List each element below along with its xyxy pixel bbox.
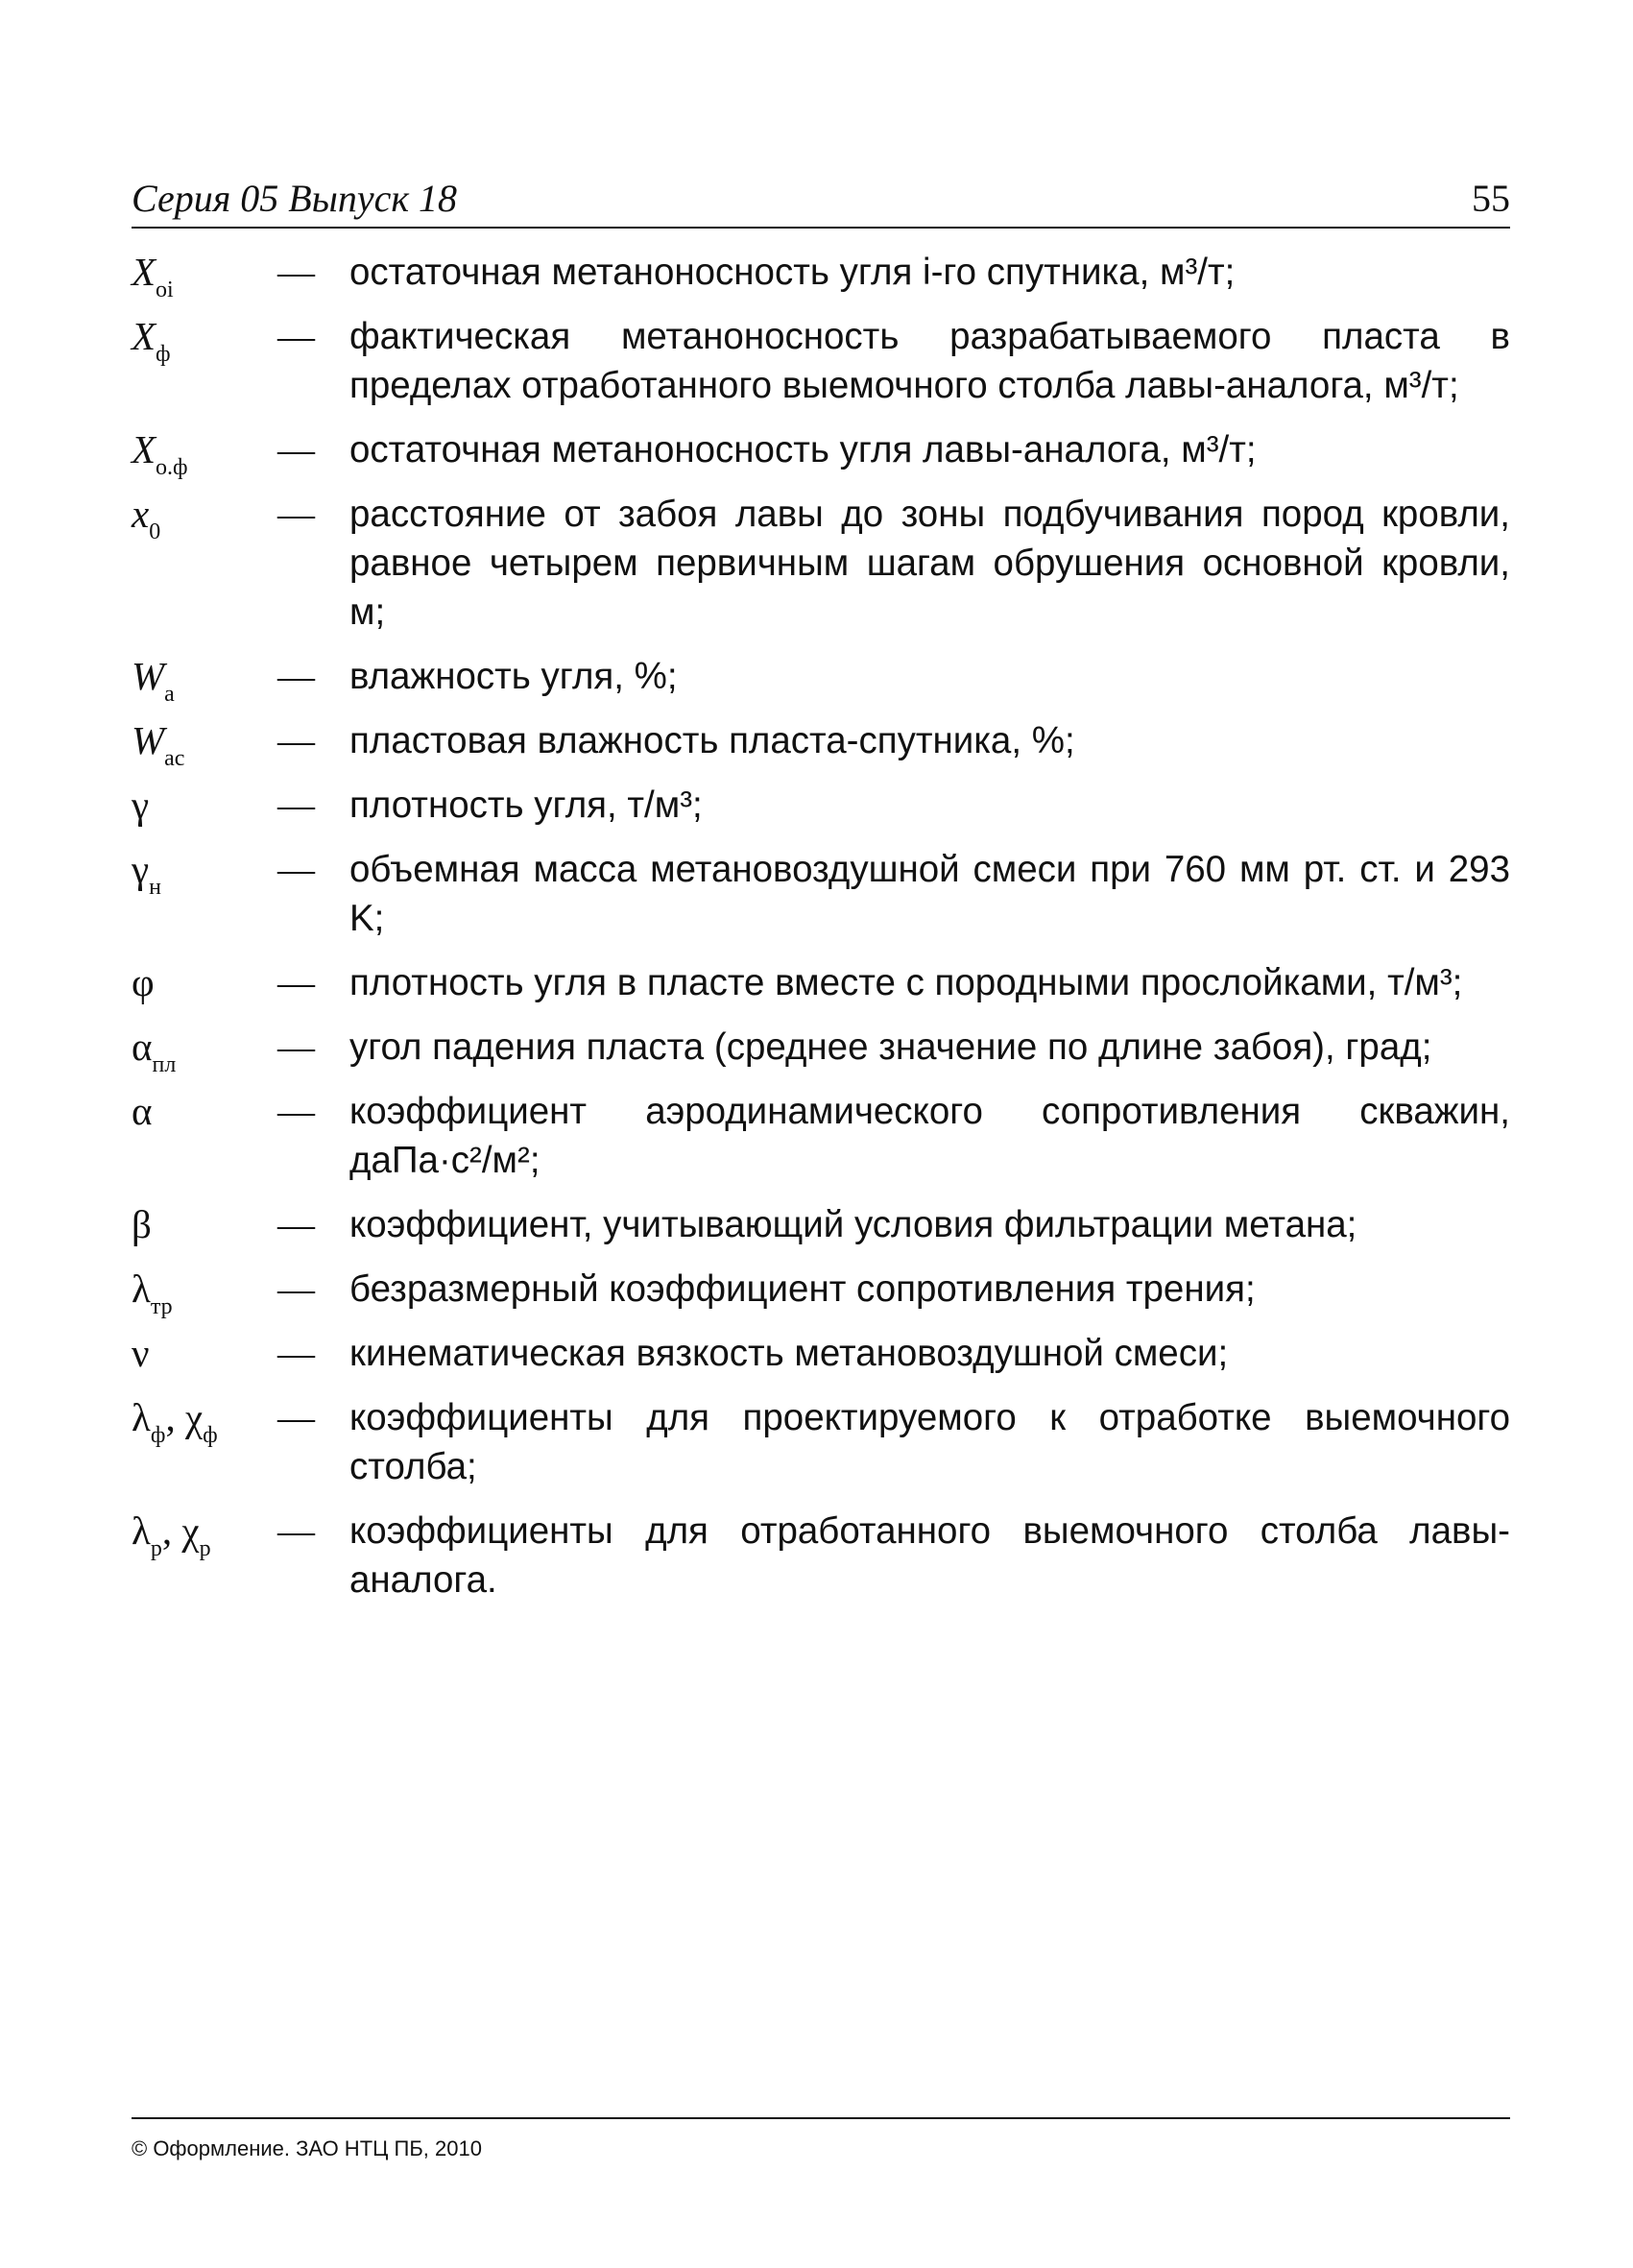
symbol-subscript-second: р <box>199 1536 211 1561</box>
definition-row <box>132 716 1510 771</box>
symbol <box>132 1023 277 1077</box>
symbol <box>132 312 277 367</box>
symbol <box>132 248 277 302</box>
em-dash: — <box>277 494 315 535</box>
symbol-subscript: ф <box>150 1423 166 1448</box>
symbol <box>132 425 277 480</box>
definition-row <box>132 1507 1510 1604</box>
definition-row <box>132 1329 1510 1378</box>
definition-text: влажность угля, %; <box>349 656 678 697</box>
symbol-base-second: χ <box>181 1508 200 1553</box>
series-title: Серия 05 Выпуск 18 <box>132 177 458 220</box>
definition-text: коэффициенты для проектируемого к отработке выемочного столба; <box>349 1397 1510 1487</box>
definition-text: коэффициенты для отработанного выемочного столба лавы-аналога. <box>349 1510 1510 1601</box>
symbol-subscript: ф <box>156 342 171 367</box>
definition-text: безразмерный коэффициент сопротивления трения; <box>349 1268 1256 1310</box>
symbol-subscript: ac <box>164 746 185 771</box>
symbol-base: λ <box>132 1395 151 1439</box>
definition-row <box>132 781 1510 830</box>
symbol <box>132 781 277 830</box>
symbol-base-second: χ <box>184 1395 204 1439</box>
em-dash: — <box>277 1397 315 1438</box>
definition-row <box>132 845 1510 943</box>
symbol-subscript: о.ф <box>156 455 188 480</box>
page-header <box>132 173 1510 229</box>
em-dash: — <box>277 252 315 293</box>
symbol-base: ν <box>132 1331 150 1375</box>
symbol-base: X <box>132 314 156 358</box>
definition-row <box>132 1087 1510 1185</box>
definition-row <box>132 1265 1510 1319</box>
symbol-base: γ <box>132 783 150 827</box>
symbol-definitions-list <box>132 248 1510 1620</box>
symbol-base: W <box>132 654 165 698</box>
definition-text: плотность угля, т/м³; <box>349 784 703 826</box>
symbol: $\lambda_ф$, $\chi_ф$ <box>132 1395 218 1448</box>
em-dash: — <box>277 1268 315 1310</box>
symbol-base: α <box>132 1025 153 1069</box>
symbol <box>132 958 277 1007</box>
definition-text: остаточная метаноносность угля лавы-аналога, м³/т; <box>349 429 1257 470</box>
definition-row <box>132 425 1510 480</box>
definition-text: фактическая метаноносность разрабатываемого пласта в пределах отработанного выемочного столба лавы-аналога, м³/т; <box>349 316 1510 406</box>
definition-text: угол падения пласта (среднее значение по длине забоя), град; <box>349 1026 1432 1068</box>
em-dash: — <box>277 1510 315 1552</box>
definition-text: кинематическая вязкость метановоздушной смеси; <box>349 1333 1229 1374</box>
symbol-subscript-second: ф <box>203 1423 218 1448</box>
symbol-base: α <box>132 1089 153 1133</box>
definition-text: пластовая влажность пласта-спутника, %; <box>349 720 1075 761</box>
page-number: 55 <box>1472 177 1510 220</box>
symbol <box>132 716 277 771</box>
symbol <box>132 845 277 900</box>
symbol-base: X <box>132 427 156 471</box>
em-dash: — <box>277 316 315 357</box>
symbol-base: W <box>132 718 165 762</box>
symbol-subscript: р <box>150 1536 162 1561</box>
definition-text: остаточная метаноносность угля i-го спутника, м³/т; <box>349 252 1236 293</box>
em-dash: — <box>277 784 315 826</box>
em-dash: — <box>277 1026 315 1068</box>
symbol-base: φ <box>132 960 155 1004</box>
symbol <box>132 490 277 544</box>
em-dash: — <box>277 962 315 1003</box>
definition-row <box>132 312 1510 410</box>
definition-text: коэффициент аэродинамического сопротивления скважин, даПа·с²/м²; <box>349 1091 1510 1181</box>
em-dash: — <box>277 1333 315 1374</box>
definition-text: плотность угля в пласте вместе с породными прослойками, т/м³; <box>349 962 1463 1003</box>
definition-row <box>132 490 1510 637</box>
symbol-subscript: oi <box>156 277 174 302</box>
symbol-base: λ <box>132 1508 151 1553</box>
symbol <box>132 1265 277 1319</box>
definition-text: объемная масса метановоздушной смеси при 760 мм рт. ст. и 293 K; <box>349 849 1510 939</box>
definition-text: расстояние от забоя лавы до зоны подбучивания пород кровли, равное четырем первичным шагам обрушения основной кровли, м; <box>349 494 1510 633</box>
symbol-base: γ <box>132 847 150 891</box>
symbol-subscript: н <box>149 875 161 900</box>
definition-row <box>132 1200 1510 1249</box>
symbol <box>132 652 277 707</box>
symbol: $\lambda_р$, $\chi_р$ <box>132 1508 211 1561</box>
page-footer <box>132 2117 1510 2161</box>
symbol-subscript: тр <box>150 1294 173 1319</box>
em-dash: — <box>277 656 315 697</box>
em-dash: — <box>277 429 315 470</box>
em-dash: — <box>277 1204 315 1245</box>
copyright-notice: © Оформление. ЗАО НТЦ ПБ, 2010 <box>132 2136 482 2160</box>
definition-row <box>132 958 1510 1007</box>
symbol-base: x <box>132 492 150 536</box>
definition-row <box>132 1393 1510 1491</box>
symbol <box>132 1087 277 1136</box>
definition-row <box>132 248 1510 302</box>
symbol <box>132 1200 277 1249</box>
symbol-base: X <box>132 250 156 294</box>
symbol <box>132 1329 277 1378</box>
symbol-subscript: 0 <box>149 519 161 544</box>
definition-text: коэффициент, учитывающий условия фильтрации метана; <box>349 1204 1357 1245</box>
definition-row <box>132 1023 1510 1077</box>
symbol-base: λ <box>132 1267 151 1311</box>
em-dash: — <box>277 1091 315 1132</box>
symbol-subscript: пл <box>152 1052 177 1077</box>
em-dash: — <box>277 720 315 761</box>
symbol-base: β <box>132 1202 152 1246</box>
em-dash: — <box>277 849 315 890</box>
symbol-subscript: a <box>164 682 175 707</box>
definition-row <box>132 652 1510 707</box>
